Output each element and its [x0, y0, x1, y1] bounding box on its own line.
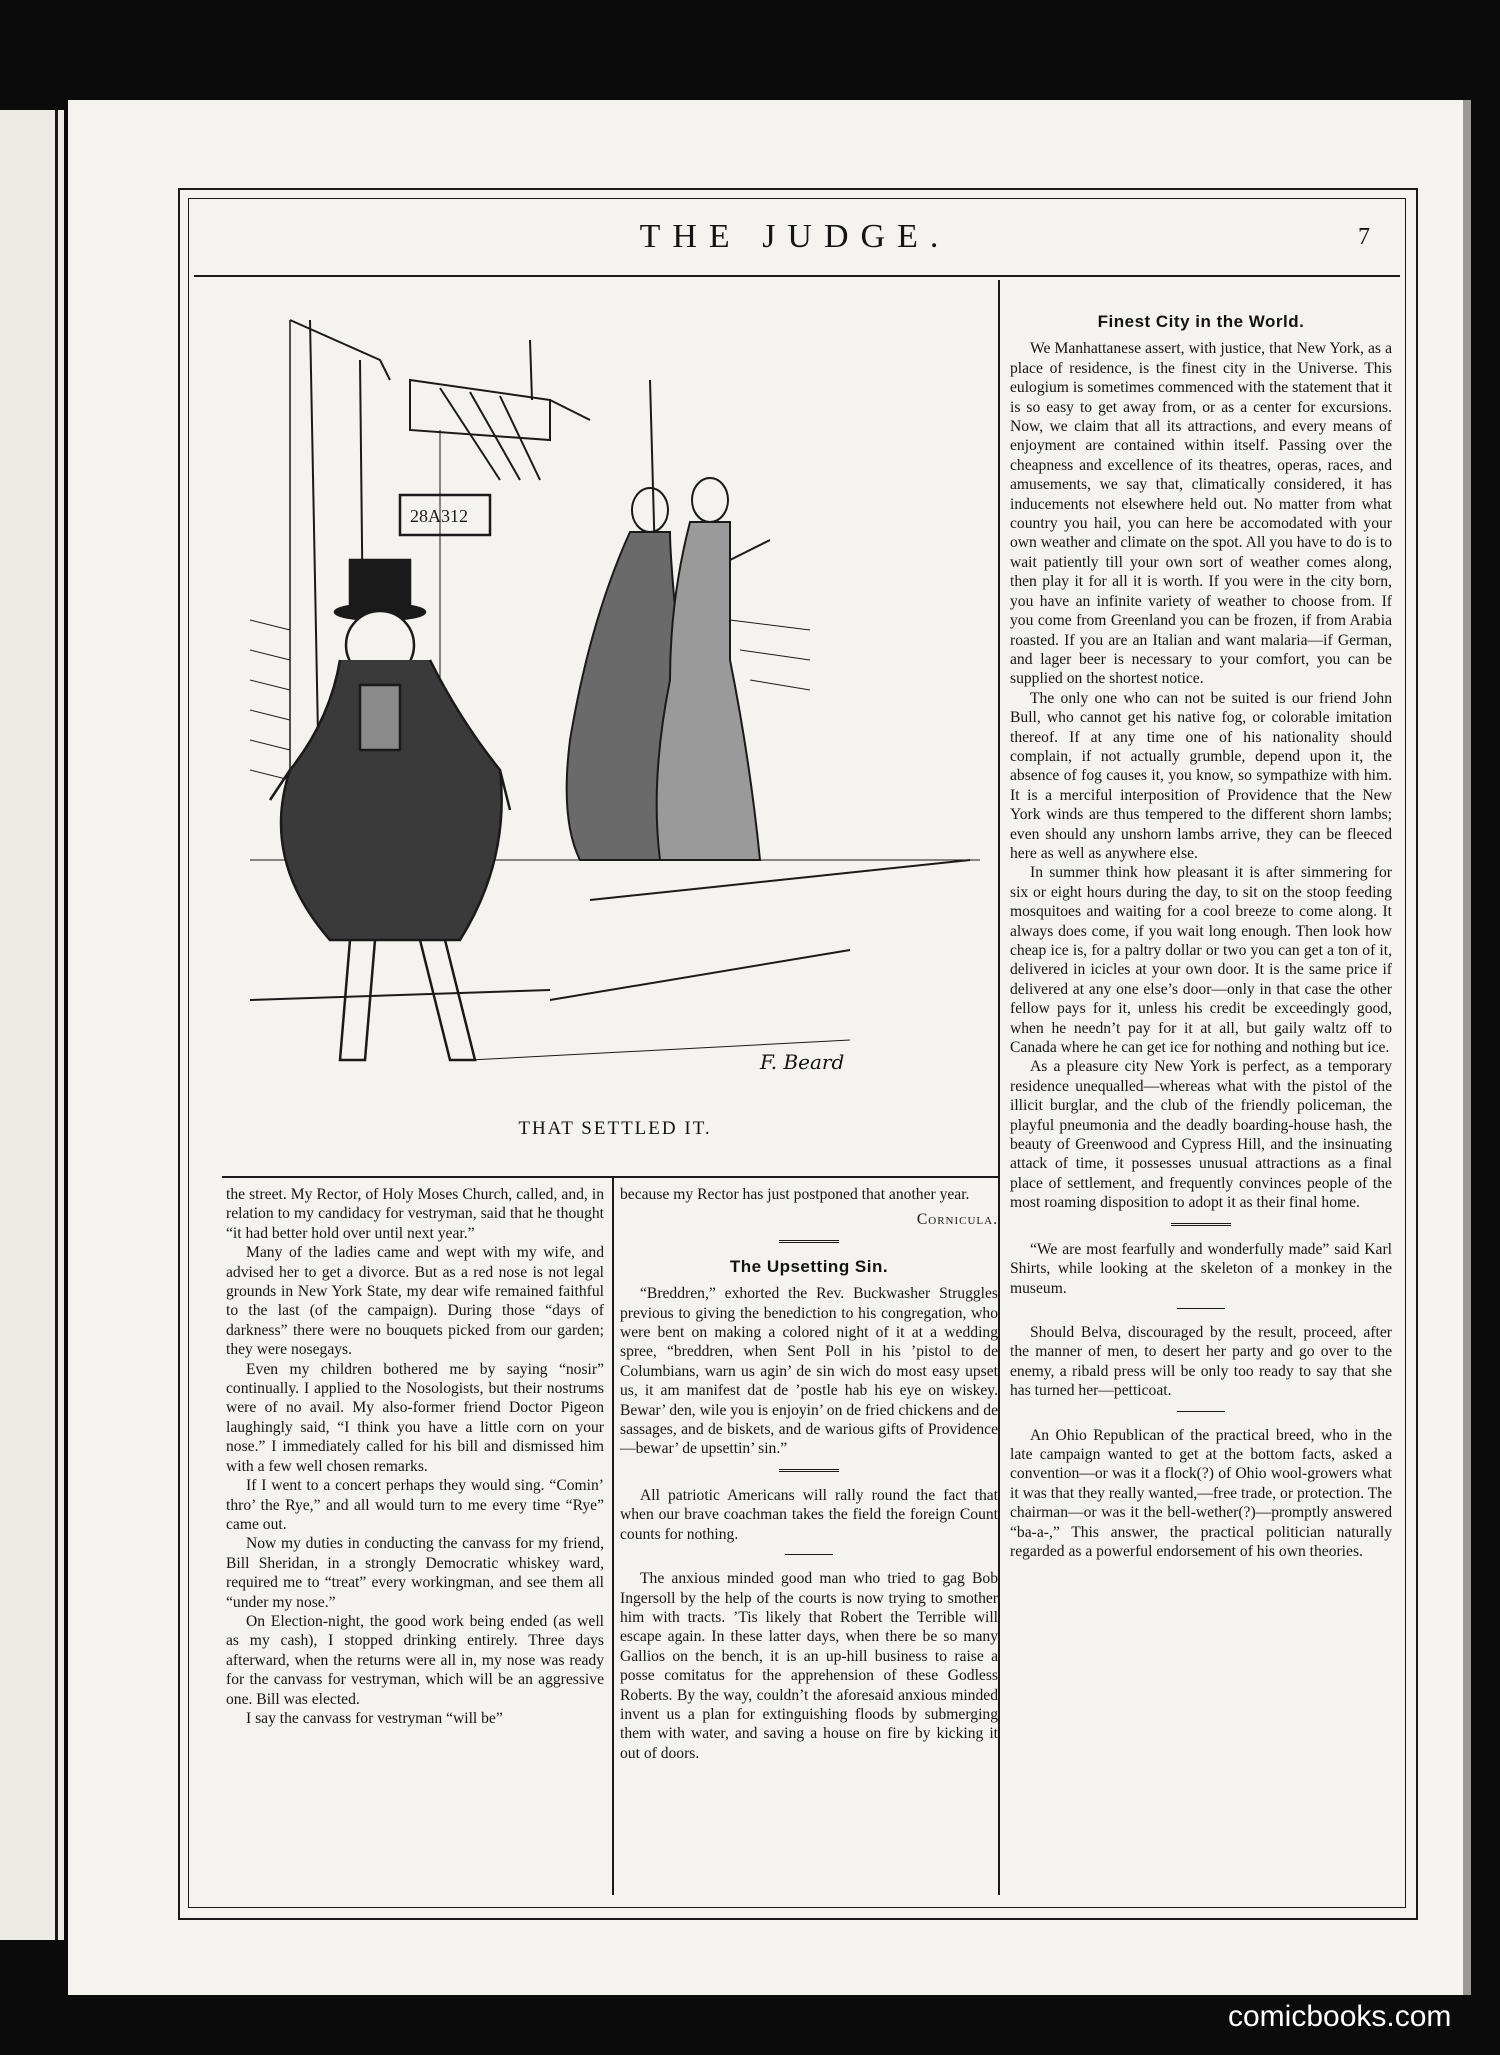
article-heading: Finest City in the World.: [1097, 312, 1305, 331]
column-3: [1010, 312, 1392, 1561]
paragraph: On Election-night, the good work being ended (as well as my cash), I stopped drinking entirely. Three days afterward, when the returns were all in, my nose was ready for the canvass for vestryman, which will be an aggressive one. Bill was elected.: [226, 1612, 604, 1708]
column-rule-left: [612, 1178, 614, 1895]
paragraph: Now my duties in conducting the canvass for my friend, Bill Sheridan, in a strongly Democratic whiskey ward, required me to “treat” every workingman, and see them all “under my nose.”: [226, 1535, 604, 1611]
column-1: [226, 1185, 604, 1728]
section-separator: [1171, 1223, 1231, 1228]
paragraph: because my Rector has just postponed that another year.: [620, 1186, 970, 1203]
paragraph: “We are most fearfully and wonderfully made” said Karl Shirts, while looking at the skeleton of a monkey in the museum.: [1010, 1240, 1392, 1297]
sign-number: 28A312: [410, 506, 468, 526]
paragraph: Should Belva, discouraged by the result, proceed, after the manner of men, to desert her party and go over to the enemy, a ribald press will be only too ready to say that she has turned her—petticoat.: [1010, 1323, 1392, 1400]
section-separator: [1177, 1411, 1225, 1414]
paragraph: As a pleasure city New York is perfect, as a temporary residence unequalled—whereas what with the pistol of the illicit burglar, and the club of the friendly policeman, the playful pneumonia and the deadly boarding-house hash, the beauty of Greenwood and Cypress Hill, and the insinuating attack of time, it possesses unusual attractions as a final place of settlement, and frequently convinces people of the most roaming disposition to adopt it as their final home.: [1010, 1058, 1392, 1212]
paragraph: An Ohio Republican of the practical breed, who in the late campaign wanted to get at the bottom facts, asked a convention—or was it a flock(?) of Ohio wool-growers what it was that they really wanted,—free trade, or protection. The chairman—or was it the bell-wether(?)—promptly answered “ba-a-,” This answer, the practical politician naturally regarded as a powerful endorsement of his own theories.: [1010, 1426, 1392, 1560]
page-number: 7: [1358, 224, 1370, 250]
artist-signature: F. Beard: [760, 1050, 845, 1074]
paragraph: I say the canvass for vestryman “will be”: [246, 1709, 503, 1727]
paragraph: If I went to a concert perhaps they would sing. “Comin’ thro’ the Rye,” and all would turn to me every time “Rye” came out.: [226, 1477, 604, 1533]
paragraph: The only one who can not be suited is our friend John Bull, who cannot get his native fog, or colorable imitation thereof. If at any time one of his nationality should complain, if not actually grumble, depend upon it, the absence of fog causes it, you know, so sympathize with him. It is a merciful interposition of Providence that the New York winds are thus tempered to the different shorn lambs; even should any unshorn lambs arrive, they can be fleeced here as well as anywhere else.: [1010, 689, 1392, 862]
paragraph: All patriotic Americans will rally round the fact that when our brave coachman takes the field the foreign Count counts for nothing.: [620, 1486, 998, 1543]
column-2: [620, 1185, 998, 1763]
article-heading: The Upsetting Sin.: [729, 1256, 889, 1276]
section-separator: [785, 1554, 833, 1557]
paragraph: Many of the ladies came and wept with my wife, and advised her to get a divorce. But as a red nose is not legal grounds in New York State, my dear wife remained faithful to the last (of the campaign). During those “days of darkness” there were no bouquets picked from our garden; they were nosegays.: [226, 1244, 604, 1359]
header-rule: [194, 275, 1400, 277]
column-rule-right: [998, 280, 1000, 1895]
paragraph: the street. My Rector, of Holy Moses Church, called, and, in relation to my candidacy for vestryman, said that he thought “it had better hold over until next year.”: [226, 1186, 604, 1242]
paragraph: “Breddren,” exhorted the Rev. Buckwasher Struggles previous to giving the benediction to his congregation, who were bent on making a colored night of it at a wedding spree, “breddren, when Sent Poll in his ’pistol to de Columbians, warn us agin’ de sin wich do most easy upset us, it am manifest dat de ’postle hab his eye on wiskey. Bewar’ den, wile you is enjoyin’ on de fried chickens and de sassages, and de biskets, and de warious gifts of Providence—bewar’ de upsettin’ sin.”: [620, 1285, 998, 1458]
paragraph: Even my children bothered me by saying “nosir” continually. I applied to the Nosologists, but their nostrums were of no avail. My also-former friend Doctor Pigeon laughingly said, “I think you have a little corn on your nose.” I immediately called for his bill and dismissed him with a few well chosen remarks.: [226, 1360, 604, 1475]
section-separator: [779, 1240, 839, 1245]
section-separator: [779, 1469, 839, 1474]
paragraph: In summer think how pleasant it is after simmering for six or eight hours during the day, to sit on the stoop feeding mosquitoes and waiting for a cool breeze to come along. It always does come, if you wait long enough. Then look how cheap ice is, for a paltry dollar or two you can get a ton of it, delivered in icicles at your own door. It is the same price if delivered at any one else’s door—only in that case the other fellow pays for it, unless his credit be exceedingly good, when he needn’t pay for it at all, but gaily waltz off to Canada where he can get ice for nothing and nothing but ice.: [1010, 864, 1392, 1057]
illustration-caption: THAT SETTLED IT.: [518, 1118, 712, 1139]
masthead-title: THE JUDGE.: [639, 218, 951, 255]
paragraph: The anxious minded good man who tried to gag Bob Ingersoll by the help of the courts is now trying to smother him with tracts. ’Tis likely that Robert the Terrible will escape again. In these latter days, when there be so many Gallios on the bench, it is an up-hill business to raise a posse comitatus for the apprehension of these Godless Roberts. By the way, couldn’t the aforesaid anxious minded invent us a plan for extinguishing floods by submerging them with water, and saving a house on fire by kicking it out of doors.: [620, 1570, 998, 1762]
adjacent-page-edge: [0, 110, 64, 1940]
watermark: comicbooks.com: [1228, 2000, 1452, 2033]
paragraph: We Manhattanese assert, with justice, that New York, as a place of residence, is the finest city in the Universe. This eulogium is sometimes commenced with the statement that it is so easy to get away from, or as a center for excursions. Now, we claim that all its attractions, and every means of enjoyment are contained within itself. Passing over the cheapness and excellence of its theatres, operas, races, and amusements, we say that, climatically considered, it has inducements not elsewhere held out. No matter from what country you hail, you can here be accomodated with your own weather and climate on the spot. All you have to do is to wait patiently till your own sort of weather comes along, then play it for all it is worth. If you were in the city born, you have an infinite variety of weather to choose from. If you come from Greenland you can be frozen, if from Arabia roasted. If you are an Italian and want malaria—if German, and lager beer is necessary to your comfort, you can be supplied on the shortest notice.: [1010, 340, 1392, 688]
cartoon-illustration: [250, 300, 980, 1100]
author-signature: Cornicula.: [916, 1211, 998, 1229]
page-edge-shadow: [1463, 100, 1471, 1995]
illustration-bottom-rule: [222, 1176, 998, 1178]
section-separator: [1177, 1308, 1225, 1311]
